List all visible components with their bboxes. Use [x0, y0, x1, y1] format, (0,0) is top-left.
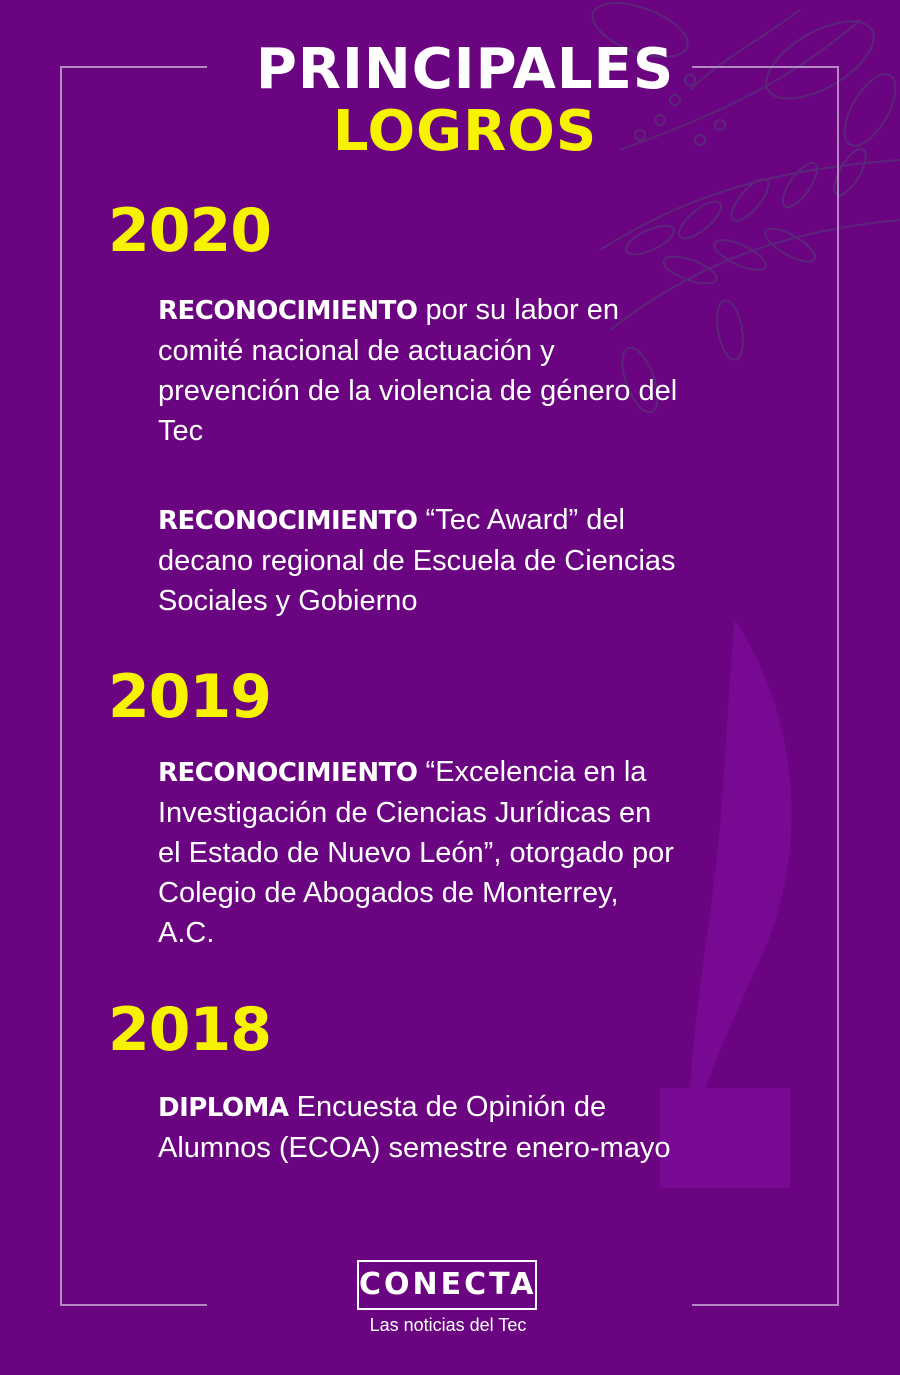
achievement-entry: [158, 1087, 678, 1168]
year-heading: 2018: [108, 995, 271, 1065]
achievement-text: Encuesta de Opinión de Alumnos (ECOA) semestre enero-mayo: [158, 1091, 671, 1164]
achievement-text: “Tec Award” del decano regional de Escuela de Ciencias Sociales y Gobierno: [158, 504, 676, 617]
achievement-entry: [158, 500, 678, 621]
achievement-keyword: RECONOCIMIENTO: [158, 506, 418, 536]
frame-right: [837, 66, 839, 1306]
achievement-entry: [158, 752, 678, 953]
achievement-keyword: DIPLOMA: [158, 1093, 289, 1123]
logo-tagline: Las noticias del Tec: [369, 1315, 527, 1335]
title-line-2: LOGROS: [332, 99, 598, 164]
frame-bottom-left: [60, 1304, 207, 1306]
frame-left: [60, 66, 62, 1306]
achievement-keyword: RECONOCIMIENTO: [158, 758, 418, 788]
year-heading: 2020: [108, 196, 271, 266]
achievement-text: “Excelencia en la Investigación de Ciencias Jurídicas en el Estado de Nuevo León”, otorgado por Colegio de Abogados de Monterrey, A.C.: [158, 756, 674, 949]
year-heading: 2019: [108, 662, 271, 732]
achievement-keyword: RECONOCIMIENTO: [158, 296, 418, 326]
conecta-logo: CONECTA: [357, 1260, 537, 1310]
achievement-text: por su labor en comité nacional de actuación y prevención de la violencia de género del Tec: [158, 294, 678, 447]
title-line-1: PRINCIPALES: [255, 37, 675, 102]
frame-bottom-right: [692, 1304, 839, 1306]
trophy-silhouette: [660, 620, 792, 1188]
achievement-entry: [158, 290, 678, 451]
